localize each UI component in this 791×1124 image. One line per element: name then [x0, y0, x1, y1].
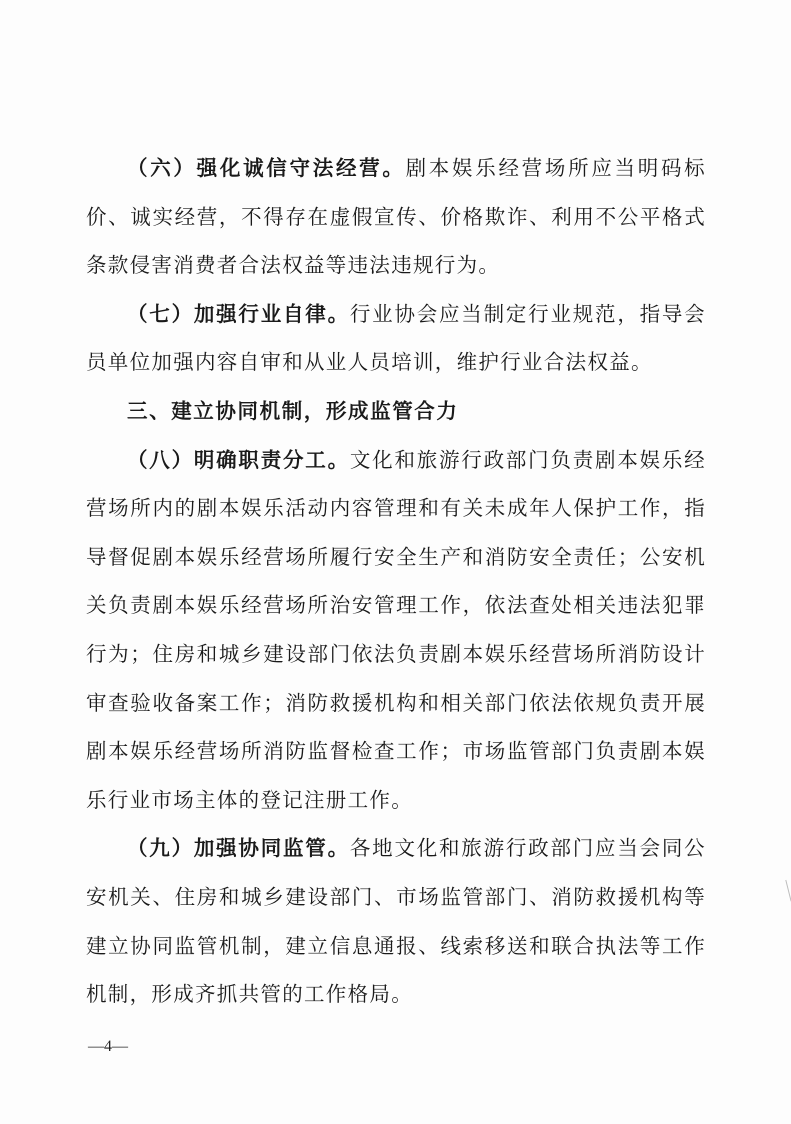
- paragraph-9-lead: （九）加强协同监管。: [127, 836, 350, 861]
- paragraph-7: [86, 290, 706, 387]
- paragraph-6-lead: （六）强化诚信守法经营。: [127, 156, 406, 180]
- paragraph-6-body: 剧本娱乐经营场所应当明码标价、诚实经营，不得存在虚假宣传、价格欺诈、利用不公平格式条款侵害消费者合法权益等违法违规行为。: [86, 156, 706, 278]
- page-number: —4—: [88, 1038, 128, 1055]
- paragraph-8: [86, 436, 706, 825]
- paragraph-7-body: 行业协会应当制定行业规范，指导会员单位加强内容自审和从业人员培训，维护行业合法权益。: [86, 301, 706, 375]
- scan-artifact: [782, 880, 791, 902]
- paragraph-8-body: 文化和旅游行政部门负责剧本娱乐经营场所内的剧本娱乐活动内容管理和有关未成年人保护工作，指导督促剧本娱乐经营场所履行安全生产和消防安全责任；公安机关负责剧本娱乐经营场所治安管理工作，依法查处相关违法犯罪行为；住房和城乡建设部门依法负责剧本娱乐经营场所消防设计审查验收备案工作；消防救援机构和相关部门依法依规负责开展剧本娱乐经营场所消防监督检查工作；市场监管部门负责剧本娱乐行业市场主体的登记注册工作。: [86, 447, 706, 812]
- paragraph-7-lead: （七）加强行业自律。: [127, 301, 350, 326]
- section-heading: 三、建立协同机制，形成监管合力: [127, 398, 459, 423]
- paragraph-9-body: 各地文化和旅游行政部门应当会同公安机关、住房和城乡建设部门、市场监管部门、消防救援机构等建立协同监管机制，建立信息通报、线索移送和联合执法等工作机制，形成齐抓共管的工作格局。: [86, 836, 706, 1007]
- paragraph-6: [86, 144, 706, 290]
- document-body: [86, 144, 706, 1019]
- paragraph-8-lead: （八）明确职责分工。: [127, 447, 350, 472]
- paragraph-9: [86, 824, 706, 1018]
